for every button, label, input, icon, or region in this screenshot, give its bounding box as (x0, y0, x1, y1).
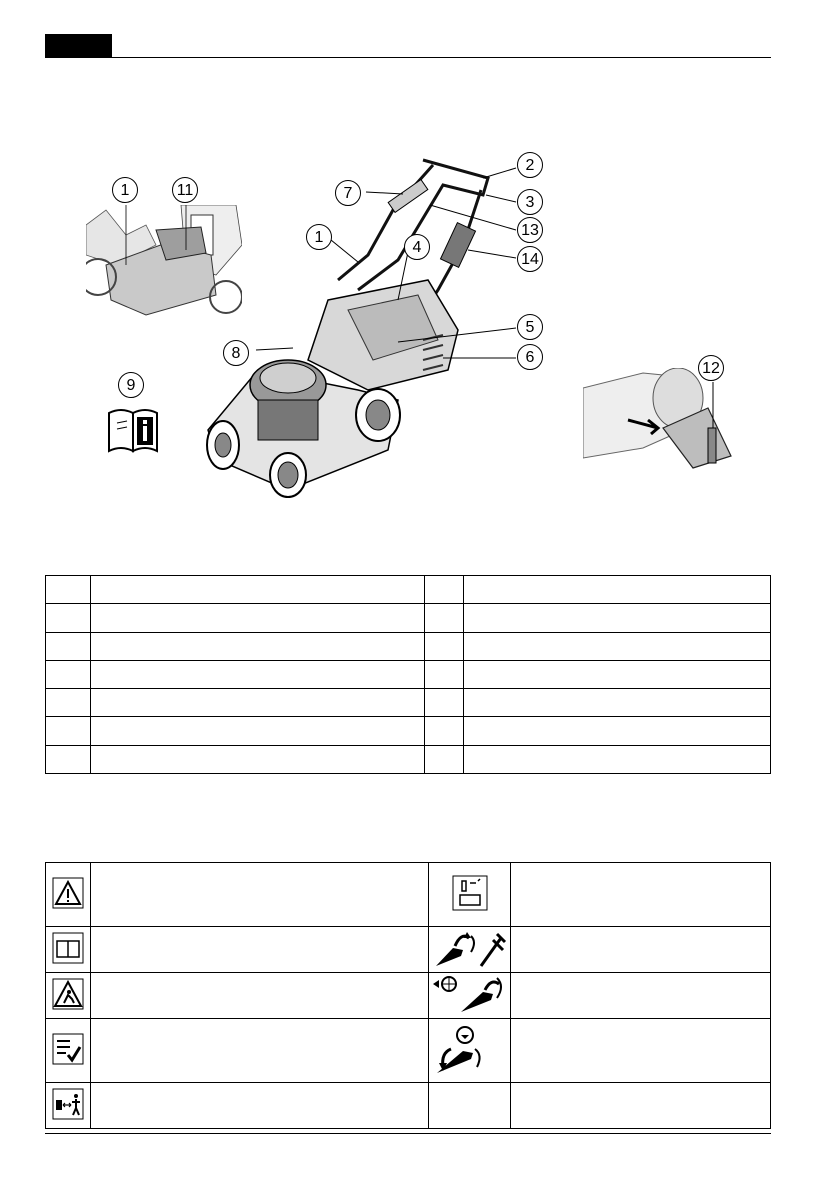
maintenance-disconnect-icon (452, 875, 488, 911)
warning-triangle-icon (52, 877, 84, 909)
table-row (46, 863, 771, 927)
table-row (46, 745, 771, 773)
callout-12: 12 (698, 355, 724, 381)
callout-11: 11 (172, 177, 198, 203)
table-row (46, 604, 771, 632)
callout-7: 8 (223, 340, 249, 366)
read-manual-icon (52, 932, 84, 964)
table-row (46, 1019, 771, 1083)
table-row (46, 973, 771, 1019)
callout-3: 3 (517, 189, 543, 215)
blade-brake-lever-icon (431, 974, 509, 1014)
throttle-lever-positions-icon (431, 928, 509, 968)
callout-4: 4 (404, 234, 430, 260)
header-tab (45, 34, 112, 58)
thrown-objects-hazard-icon (52, 978, 84, 1010)
callout-5: 5 (517, 314, 543, 340)
read-manual-book-icon (107, 405, 159, 455)
symbols-table (45, 862, 771, 1129)
callout-14: 14 (517, 246, 543, 272)
parts-table (45, 575, 771, 774)
table-row (46, 632, 771, 660)
checklist-icon (52, 1033, 84, 1065)
callout-9: 9 (118, 372, 144, 398)
drive-engage-lever-icon (431, 1023, 509, 1075)
callout-1-inset: 1 (112, 177, 138, 203)
callout-8: 7 (335, 180, 361, 206)
header-rule (45, 57, 771, 58)
callout-1: 1 (306, 224, 332, 250)
table-row (46, 660, 771, 688)
table-row (46, 576, 771, 604)
callout-2: 2 (517, 152, 543, 178)
table-row (46, 927, 771, 973)
table-row (46, 689, 771, 717)
table-row (46, 1083, 771, 1129)
footer-rule (45, 1133, 771, 1134)
callout-13: 13 (517, 217, 543, 243)
keep-distance-icon (52, 1088, 84, 1120)
lawn-mower-figure (198, 150, 528, 500)
callout-6: 6 (517, 344, 543, 370)
inset-right-figure (583, 368, 738, 470)
table-row (46, 717, 771, 745)
